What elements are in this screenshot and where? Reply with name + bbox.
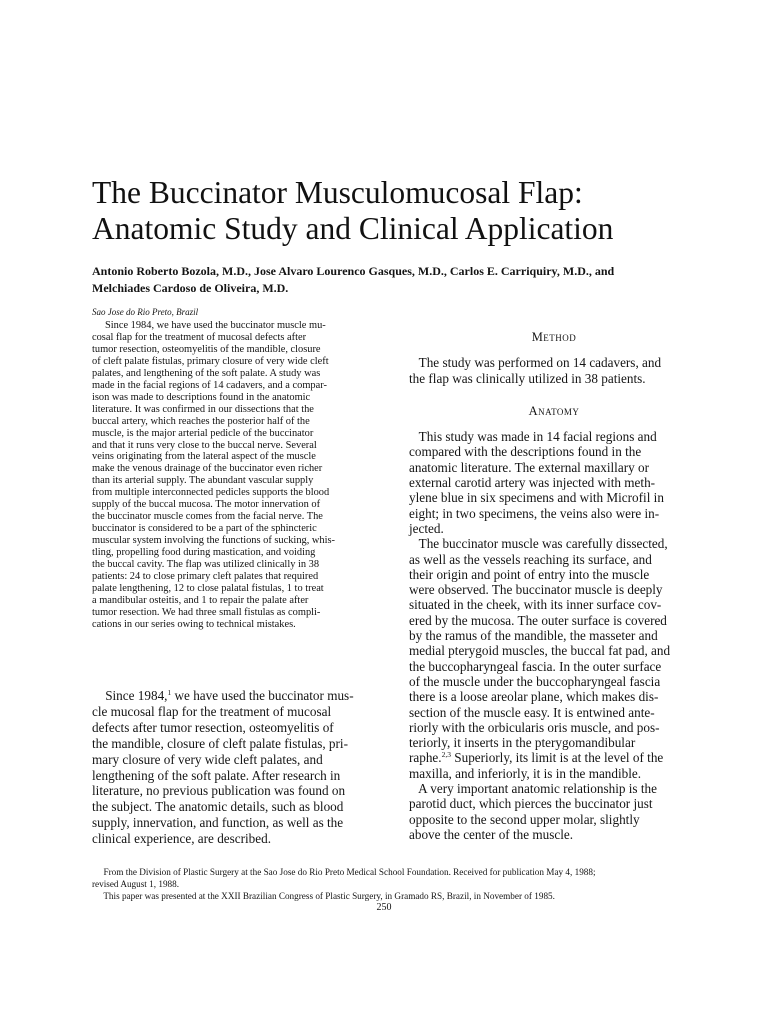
text-line: tumor resection. We had three small fistulas as compli- [92, 606, 321, 618]
text-line: buccinator is considered to be a part of the sphincteric [92, 523, 317, 535]
anatomy-paragraph [409, 536, 699, 750]
text-line: The study was performed on 14 cadavers, and [409, 355, 662, 371]
section-heading-anatomy: Anatomy [528, 403, 580, 418]
footnote-line: revised August 1, 1988. [92, 879, 180, 889]
text-line: eight; in two specimens, the veins also were in- [409, 505, 660, 521]
method-text [409, 355, 699, 386]
text-line: palate lengthening, 12 to close palatal fistulas, 1 to treat [92, 582, 324, 594]
text-line: literature, no previous publication was found on [92, 783, 346, 799]
text-line: teriorly, it inserts in the pterygomandibular [409, 735, 636, 751]
text-line: cosal flap for the treatment of mucosal defects after [92, 331, 307, 343]
abstract [92, 320, 382, 631]
anatomy-paragraph [409, 766, 699, 781]
text-line: cle mucosal flap for the treatment of mucosal [92, 703, 332, 719]
title-line: The Buccinator Musculomucosal Flap: [92, 175, 583, 210]
footnote-line: From the Division of Plastic Surgery at the Sao Jose do Rio Preto Medical School Foundation. Received for publication May 4, 1988; [92, 867, 596, 877]
author-line: Antonio Roberto Bozola, M.D., Jose Alvaro Lourenco Gasques, M.D., Carlos E. Carriquiry, M.D., and [92, 264, 615, 278]
text-line: of cleft palate fistulas, primary closure of very wide cleft [92, 355, 329, 367]
introduction [92, 688, 392, 847]
text-line: tumor resection, osteomyelitis of the mandible, closure [92, 343, 321, 355]
text-line: defects after tumor resection, osteomyelitis of [92, 719, 334, 735]
text-line: mary closure of very wide cleft palates, and [92, 751, 323, 767]
text-line: the buccopharyngeal fascia. In the outer surface [409, 658, 662, 674]
text-line: the flap was clinically utilized in 38 patients. [409, 370, 646, 386]
text-line: muscle, is the major arterial pedicle of the buccinator [92, 427, 314, 439]
text-line: lengthening of the soft palate. After research in [92, 767, 341, 783]
anatomy-text: raphe. [409, 750, 442, 766]
text-line: literature. It was confirmed in our dissections that the [92, 403, 314, 415]
text-line: muscular system involving the functions of sucking, whis- [92, 535, 335, 547]
text-line: ison was made to descriptions found in the anatomic [92, 391, 311, 403]
text-line: make the venous drainage of the buccinator even richer [92, 463, 323, 475]
right-column [409, 330, 699, 842]
text-line: patients: 24 to close primary cleft palates that required [92, 571, 319, 583]
text-line: the buccinator muscle comes from the facial nerve. The [92, 511, 323, 523]
text-line: a mandibular osteitis, and 1 to repair the palate after [92, 594, 309, 606]
affiliation: Sao Jose do Rio Preto, Brazil [92, 307, 199, 317]
author-line: Melchiades Cardoso de Oliveira, M.D. [92, 281, 289, 295]
text-line: there is a loose areolar plane, which makes dis- [409, 689, 659, 705]
text-line: and that it runs very close to the buccal nerve. Several [92, 439, 317, 451]
text-line: above the center of the muscle. [409, 826, 574, 842]
text-line: as well as the vessels reaching its surface, and [409, 551, 652, 567]
page-number: 250 [376, 902, 392, 913]
text-line: ered by the mucosa. The outer surface is covered [409, 612, 667, 628]
text-line: opposite to the second upper molar, slightly [409, 811, 640, 827]
anatomy-paragraph [409, 429, 699, 536]
text-line: the subject. The anatomic details, such as blood [92, 799, 344, 815]
text-line [92, 688, 392, 704]
text-line: maxilla, and inferiorly, it is in the mandible. [409, 765, 642, 781]
text-line: situated in the cheek, with its inner surface cov- [409, 597, 662, 613]
text-line: anatomic literature. The external maxillary or [409, 459, 649, 475]
text-line: the mandible, closure of cleft palate fistulas, pri- [92, 735, 348, 751]
reference-marker: 1 [167, 688, 172, 697]
text-line: parotid duct, which pierces the buccinator just [409, 796, 653, 812]
text-line: by the ramus of the mandible, the masseter and [409, 628, 658, 644]
intro-text: we have used the buccinator mus- [171, 688, 354, 703]
text-line: This study was made in 14 facial regions and [409, 429, 657, 445]
article-title [92, 175, 732, 247]
text-line: clinical experience, are described. [92, 831, 272, 847]
text-line: supply, innervation, and function, as well as the [92, 815, 344, 831]
section-heading-method: Method [531, 330, 577, 344]
title-line: Anatomic Study and Clinical Application [92, 211, 614, 246]
text-line: their origin and point of entry into the muscle [409, 566, 650, 582]
text-line: ylene blue in six specimens and with Microfil in [409, 490, 664, 506]
text-line: buccal artery, which reaches the posterior half of the [92, 415, 310, 427]
text-line: section of the muscle easy. It is entwined ante- [409, 704, 655, 720]
reference-marker: 2,3 [441, 750, 451, 760]
intro-text: Since 1984, [105, 688, 168, 703]
text-line: medial pterygoid muscles, the buccal fat pad, and [409, 643, 671, 659]
text-line: Since 1984, we have used the buccinator muscle mu- [92, 320, 326, 331]
text-line: of the muscle under the buccopharyngeal fascia [409, 673, 661, 689]
text-line: tling, propelling food during mastication, and voiding [92, 547, 316, 559]
text-line: than its arterial supply. The abundant vascular supply [92, 475, 314, 487]
text-line: the buccal cavity. The flap was utilized clinically in 38 [92, 559, 320, 571]
intro-lines [92, 704, 392, 847]
text-line: veins originating from the lateral aspect of the muscle [92, 451, 316, 463]
text-line: were observed. The buccinator muscle is deeply [409, 582, 663, 598]
text-line: made in the facial regions of 14 cadavers, and a compar- [92, 379, 327, 391]
text-line: A very important anatomic relationship is the [409, 781, 657, 797]
text-line: palates, and lengthening of the soft palate. A study was [92, 367, 321, 379]
footnotes [92, 866, 712, 902]
text-line: from multiple interconnected pedicles supports the blood [92, 487, 330, 499]
text-line: supply of the buccal mucosa. The motor innervation of [92, 499, 321, 511]
text-line [409, 750, 699, 765]
text-line: compared with the descriptions found in the [409, 444, 642, 460]
text-line: jected. [409, 520, 444, 536]
footnote-line: This paper was presented at the XXII Brazilian Congress of Plastic Surgery, in Gramado RS, Brazil, in November of 1985. [92, 891, 555, 901]
text-line: The buccinator muscle was carefully dissected, [409, 536, 668, 552]
author-list [92, 263, 742, 297]
text-line: cations in our series owing to technical mistakes. [92, 618, 296, 630]
text-line: riorly with the orbicularis oris muscle, and pos- [409, 719, 660, 735]
anatomy-paragraph [409, 781, 699, 842]
anatomy-text: Superiorly, its limit is at the level of the [450, 750, 664, 766]
text-line: external carotid artery was injected with meth- [409, 475, 656, 491]
